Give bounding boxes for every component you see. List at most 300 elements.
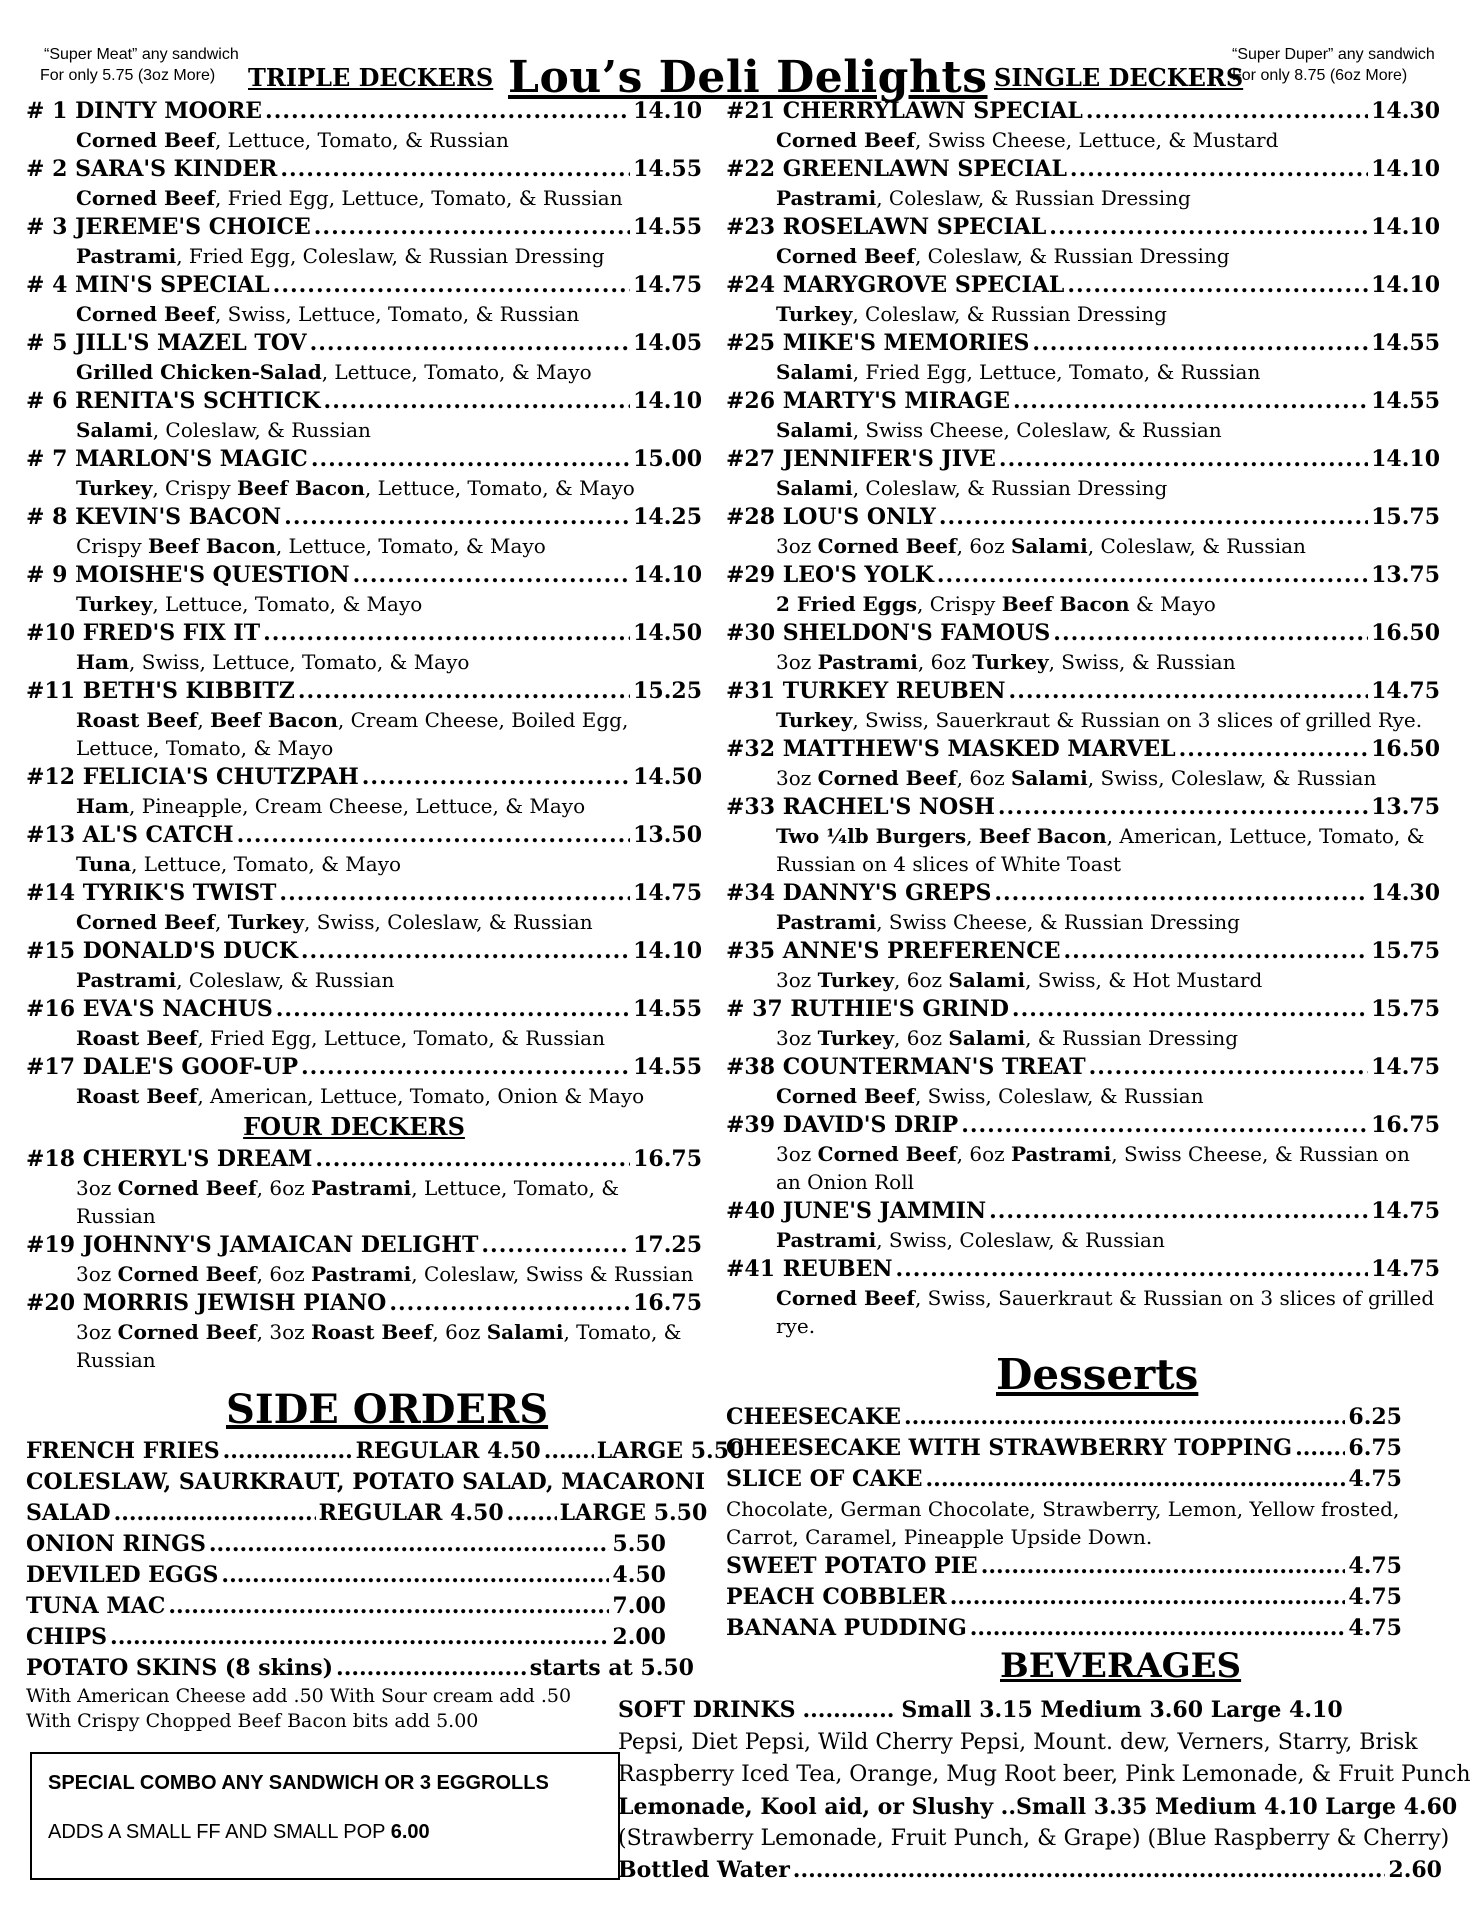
super-meat-note: “Super Meat” any sandwich For only 5.75 (3oz More) <box>40 46 239 84</box>
item-price: 15.75 <box>1371 938 1440 964</box>
leader-dots <box>389 1288 630 1319</box>
item-label <box>26 96 262 126</box>
item-title: CHERRYLAWN SPECIAL <box>782 98 1083 124</box>
ingredient-text: , 6oz <box>956 534 1012 558</box>
ingredient-text: , Coleslaw, & Russian <box>1087 534 1306 558</box>
item-title: JUNE'S JAMMIN <box>782 1198 987 1224</box>
item-description <box>76 1024 702 1052</box>
ingredient-bold: Corned Beef <box>117 1176 257 1200</box>
item-label <box>726 994 1009 1024</box>
item-title: MARLON'S MAGIC <box>75 446 308 472</box>
row-price: 2.00 <box>612 1624 666 1650</box>
item-price: 14.55 <box>1371 388 1440 414</box>
side-item-potato-skins: POTATO SKINS (8 skins) ..... starts at 5.50 <box>26 1653 694 1684</box>
ingredient-bold: Turkey <box>972 650 1049 674</box>
ingredient-text: 3oz <box>776 1026 818 1050</box>
item-number: # 4 <box>26 272 68 298</box>
ingredient-text: , Swiss, Coleslaw, & Russian <box>876 1228 1165 1252</box>
item-title: FELICIA'S CHUTZPAH <box>82 764 359 790</box>
item-price: 14.10 <box>1371 214 1440 240</box>
item-price: 13.75 <box>1371 794 1440 820</box>
lemonade-flavors: (Strawberry Lemonade, Fruit Punch, & Grape) (Blue Raspberry & Cherry) <box>618 1826 1450 1851</box>
ingredient-text: , Swiss Cheese, Coleslaw, & Russian <box>852 418 1222 442</box>
cake-flavors-1: Chocolate, German Chocolate, Strawberry, Lemon, Yellow frosted, <box>726 1497 1400 1521</box>
ingredient-text: 3oz <box>76 1320 118 1344</box>
item-description <box>76 908 702 936</box>
item-description <box>776 1284 1440 1340</box>
item-number: #31 <box>726 678 776 704</box>
item-title: MARYGROVE SPECIAL <box>782 272 1065 298</box>
ingredient-bold: Turkey <box>776 302 853 326</box>
item-label <box>726 1254 892 1284</box>
item-number: #20 <box>26 1290 76 1316</box>
skins-addon-2: With Crispy Chopped Beef Bacon bits add 5.00 <box>26 1710 479 1732</box>
ingredient-text: , Coleslaw, & Russian Dressing <box>876 186 1191 210</box>
item-label <box>726 936 1061 966</box>
item-number: #26 <box>726 388 776 414</box>
ingredient-bold: Salami <box>948 1026 1026 1050</box>
ingredient-bold: Salami <box>76 418 153 442</box>
ingredient-text: , 6oz <box>894 968 949 992</box>
row-name: TUNA MAC <box>26 1593 166 1619</box>
ingredient-text: , Cream Cheese, Boiled Egg, Lettuce, Tomato, & Mayo <box>76 708 629 760</box>
item-description <box>776 1082 1440 1110</box>
ingredient-text: , Swiss, & Hot Mustard <box>1025 968 1263 992</box>
dessert-item <box>726 1551 1402 1582</box>
item-label <box>26 502 281 532</box>
item-title: JILL'S MAZEL TOV <box>75 330 307 356</box>
leader-dots <box>168 1591 609 1622</box>
item-number: # 1 <box>26 98 68 124</box>
ingredient-bold: Corned Beef <box>117 1262 257 1286</box>
ingredient-text: , Coleslaw, & Russian Dressing <box>852 476 1168 500</box>
item-description <box>776 1140 1440 1196</box>
ingredient-bold: Salami <box>776 418 853 442</box>
item-number: #17 <box>26 1054 76 1080</box>
item-number: #14 <box>26 880 76 906</box>
four-deckers-heading: FOUR DECKERS <box>243 1112 465 1141</box>
row-price: 4.75 <box>1348 1553 1402 1579</box>
item-number: # 5 <box>26 330 68 356</box>
leader-dots <box>279 878 630 909</box>
ingredient-bold: Corned Beef <box>76 128 215 152</box>
item-number: #10 <box>26 620 76 646</box>
row-price: 5.50 <box>612 1531 666 1557</box>
item-price: 14.55 <box>1371 330 1440 356</box>
item-label <box>726 878 991 908</box>
item-number: #33 <box>726 794 776 820</box>
item-label <box>26 1052 298 1082</box>
row-name: SLICE OF CAKE <box>726 1466 923 1492</box>
item-description <box>776 126 1440 154</box>
item-price: 16.50 <box>1371 620 1440 646</box>
item-title: TURKEY REUBEN <box>782 678 1006 704</box>
ingredient-text: , 6oz <box>917 650 973 674</box>
row-price: 6.75 <box>1348 1435 1402 1461</box>
item-number: #27 <box>726 446 776 472</box>
item-price: 17.25 <box>633 1232 702 1258</box>
item-price: 14.25 <box>633 504 702 530</box>
item-title: LOU'S ONLY <box>782 504 936 530</box>
item-label <box>726 676 1006 706</box>
item-number: #35 <box>726 938 776 964</box>
ingredient-bold: Pastrami <box>776 1228 877 1252</box>
side-item-french-fries: FRENCH FRIES ..... REGULAR 4.50 ..... LARGE 5.50 <box>26 1436 690 1467</box>
item-label <box>726 154 1067 184</box>
ingredient-bold: Beef Bacon <box>978 824 1107 848</box>
item-number: # 3 <box>26 214 68 240</box>
side-item-salad: SALAD ..... REGULAR 4.50 ..... LARGE 5.50 <box>26 1498 690 1529</box>
item-label <box>726 560 934 590</box>
ingredient-text: , Lettuce, Tomato, & Mayo <box>131 852 402 876</box>
item-description <box>76 792 702 820</box>
item-price: 14.50 <box>633 620 702 646</box>
item-label <box>726 96 1083 126</box>
item-label <box>726 212 1046 242</box>
ingredient-text: , American, Lettuce, Tomato, & Russian on 4 slices of White Toast <box>776 824 1425 876</box>
item-description <box>776 242 1440 270</box>
item-price: 16.75 <box>1371 1112 1440 1138</box>
item-number: #16 <box>26 996 76 1022</box>
item-description <box>776 1024 1440 1052</box>
ingredient-text: , Fried Egg, Lettuce, Tomato, & Russian <box>852 360 1261 384</box>
item-description <box>76 706 702 762</box>
ingredient-text: , Pineapple, Cream Cheese, Lettuce, & Mayo <box>129 794 586 818</box>
soft-drinks-row: SOFT DRINKS ............ Small 3.15 Medium 3.60 Large 4.10 <box>618 1697 1343 1723</box>
leader-dots <box>301 1052 630 1083</box>
ingredient-text: Crispy <box>76 534 148 558</box>
ingredient-text: 3oz <box>776 1142 818 1166</box>
leader-dots <box>950 1582 1346 1613</box>
item-price: 14.55 <box>633 214 702 240</box>
row-price: 4.75 <box>1348 1584 1402 1610</box>
leader-dots <box>926 1464 1346 1495</box>
ingredient-bold: Corned Beef <box>76 302 215 326</box>
leader-dots <box>1179 734 1368 765</box>
menu-item <box>726 734 1440 764</box>
ingredient-text: , Lettuce, Tomato, & Russian <box>214 128 509 152</box>
ingredient-text: , 6oz <box>432 1320 487 1344</box>
menu-item <box>726 878 1440 908</box>
ingredient-text: , Lettuce, Tomato, & Mayo <box>275 534 546 558</box>
ingredient-bold: Salami <box>1011 766 1088 790</box>
skins-addon-1: With American Cheese add .50 With Sour cream add .50 <box>26 1685 572 1707</box>
ingredient-bold: Grilled Chicken-Salad <box>76 360 322 384</box>
ingredient-text: , Swiss, Sauerkraut & Russian on 3 slices of grilled Rye. <box>852 708 1423 732</box>
leader-dots <box>276 994 630 1025</box>
leader-dots <box>353 560 631 591</box>
item-description <box>776 822 1440 878</box>
menu-item <box>26 936 702 966</box>
leader-dots <box>209 1529 610 1560</box>
item-title: DANNY'S GREPS <box>782 880 992 906</box>
menu-item <box>726 1254 1440 1284</box>
leader-dots <box>284 502 630 533</box>
ingredient-text: , Swiss Cheese, Lettuce, & Mustard <box>914 128 1279 152</box>
item-description <box>76 300 702 328</box>
item-number: #28 <box>726 504 776 530</box>
combo-title: SPECIAL COMBO ANY SANDWICH OR 3 EGGROLLS <box>48 1772 549 1794</box>
menu-item <box>726 386 1440 416</box>
item-description <box>76 1260 702 1288</box>
ingredient-text: , Swiss Cheese, & Russian on an Onion Roll <box>776 1142 1410 1194</box>
item-description <box>776 300 1440 328</box>
item-label <box>726 792 995 822</box>
ingredient-text: 3oz <box>776 968 818 992</box>
item-title: FRED'S FIX IT <box>82 620 261 646</box>
ingredient-bold: Pastrami <box>76 968 177 992</box>
ingredient-text: 3oz <box>776 534 818 558</box>
item-number: #24 <box>726 272 776 298</box>
side-item <box>26 1529 666 1560</box>
ingredient-bold: Turkey <box>817 968 894 992</box>
item-number: #30 <box>726 620 776 646</box>
ingredient-bold: Turkey <box>776 708 853 732</box>
menu-item <box>26 154 702 184</box>
item-number: #21 <box>726 98 776 124</box>
combo-price: 6.00 <box>390 1821 430 1843</box>
menu-item <box>26 386 702 416</box>
ingredient-bold: Roast Beef <box>76 708 198 732</box>
row-price: 4.75 <box>1348 1466 1402 1492</box>
item-price: 14.55 <box>633 156 702 182</box>
item-label <box>726 734 1176 764</box>
item-title: MIN'S SPECIAL <box>75 272 270 298</box>
item-number: # 8 <box>26 504 68 530</box>
ingredient-text: , 6oz <box>894 1026 949 1050</box>
item-number: #40 <box>726 1198 776 1224</box>
ingredient-text: , <box>197 708 211 732</box>
item-number: #23 <box>726 214 776 240</box>
leader-dots <box>1067 270 1368 301</box>
leader-dots <box>970 1613 1346 1644</box>
item-label <box>26 270 270 300</box>
leader-dots <box>310 328 631 359</box>
item-title: KEVIN'S BACON <box>75 504 282 530</box>
item-description <box>76 242 702 270</box>
leader-dots <box>221 1560 609 1591</box>
item-description <box>76 1174 702 1230</box>
menu-item <box>26 1288 702 1318</box>
page-title: Lou’s Deli Delights <box>508 52 988 103</box>
leader-dots <box>961 1110 1368 1141</box>
menu-item <box>726 444 1440 474</box>
item-description <box>776 184 1440 212</box>
ingredient-bold: 2 Fried Eggs <box>776 592 918 616</box>
item-description <box>776 908 1440 936</box>
leader-dots <box>362 762 630 793</box>
item-price: 16.75 <box>633 1146 702 1172</box>
ingredient-text: , <box>214 910 228 934</box>
item-price: 14.05 <box>633 330 702 356</box>
item-title: MATTHEW'S MASKED MARVEL <box>782 736 1176 762</box>
item-label <box>26 936 298 966</box>
item-price: 16.75 <box>633 1290 702 1316</box>
item-description <box>76 966 702 994</box>
menu-item <box>26 1230 702 1260</box>
ingredient-bold: Roast Beef <box>76 1084 198 1108</box>
ingredient-text: , Swiss, Lettuce, Tomato, & Russian <box>214 302 580 326</box>
dessert-item <box>726 1433 1402 1464</box>
ingredient-bold: Corned Beef <box>776 244 915 268</box>
menu-item <box>26 212 702 242</box>
item-title: JENNIFER'S JIVE <box>782 446 996 472</box>
ingredient-bold: Ham <box>76 794 130 818</box>
item-price: 14.10 <box>633 98 702 124</box>
item-price: 15.75 <box>1371 504 1440 530</box>
ingredient-text: , & Russian Dressing <box>1025 1026 1239 1050</box>
item-price: 13.75 <box>1371 562 1440 588</box>
item-title: ROSELAWN SPECIAL <box>782 214 1047 240</box>
ingredient-text: 3oz <box>76 1176 118 1200</box>
ingredient-text: , Coleslaw, & Russian <box>152 418 371 442</box>
item-price: 14.30 <box>1371 98 1440 124</box>
ingredient-text: , Swiss, Coleslaw, & Russian <box>304 910 593 934</box>
ingredient-text: , Coleslaw, & Russian Dressing <box>852 302 1167 326</box>
item-title: SHELDON'S FAMOUS <box>782 620 1051 646</box>
side-item <box>26 1622 666 1653</box>
ingredient-bold: Corned Beef <box>776 1286 915 1310</box>
side-item-salads-line: COLESLAW, SAURKRAUT, POTATO SALAD, MACARONI <box>26 1469 706 1495</box>
item-title: RACHEL'S NOSH <box>782 794 995 820</box>
item-label <box>726 386 1010 416</box>
leader-dots <box>999 444 1368 475</box>
item-title: DAVID'S DRIP <box>782 1112 959 1138</box>
item-title: AL'S CATCH <box>82 822 234 848</box>
item-title: DINTY MOORE <box>75 98 263 124</box>
menu-item <box>26 560 702 590</box>
menu-item <box>26 502 702 532</box>
item-price: 15.75 <box>1371 996 1440 1022</box>
ingredient-bold: Corned Beef <box>776 128 915 152</box>
item-label <box>26 1230 478 1260</box>
row-price: 6.25 <box>1348 1404 1402 1430</box>
menu-item <box>726 560 1440 590</box>
ingredient-text: , <box>966 824 979 848</box>
ingredient-text: , Swiss, Coleslaw, & Russian <box>1087 766 1377 790</box>
ingredient-text: , Tomato, & Russian <box>76 1320 682 1372</box>
row-name: PEACH COBBLER <box>726 1584 947 1610</box>
dessert-item <box>726 1402 1402 1433</box>
item-label <box>26 328 307 358</box>
item-label <box>726 1052 1086 1082</box>
side-item <box>26 1560 666 1591</box>
item-number: #25 <box>726 330 776 356</box>
item-number: # 2 <box>26 156 68 182</box>
ingredient-text: , Lettuce, Tomato, & Mayo <box>152 592 423 616</box>
item-label <box>26 386 321 416</box>
menu-item <box>726 96 1440 126</box>
row-name: BANANA PUDDING <box>726 1615 967 1641</box>
ingredient-bold: Beef Bacon <box>147 534 276 558</box>
item-description <box>776 474 1440 502</box>
item-label <box>26 1288 386 1318</box>
leader-dots <box>937 560 1368 591</box>
soft-drinks-list-1: Pepsi, Diet Pepsi, Wild Cherry Pepsi, Mount. dew, Verners, Starry, Brisk <box>618 1730 1418 1755</box>
ingredient-bold: Salami <box>776 476 853 500</box>
leader-dots <box>1049 212 1368 243</box>
item-label <box>26 676 295 706</box>
item-price: 14.75 <box>633 272 702 298</box>
lemonade-row: Lemonade, Kool aid, or Slushy ..Small 3.35 Medium 4.10 Large 4.60 <box>618 1794 1458 1820</box>
menu-item <box>726 502 1440 532</box>
ingredient-bold: Pastrami <box>817 650 918 674</box>
item-label <box>26 212 311 242</box>
leader-dots <box>1012 994 1368 1025</box>
leader-dots <box>989 1196 1368 1227</box>
item-number: #12 <box>26 764 76 790</box>
row-name: ONION RINGS <box>26 1531 206 1557</box>
menu-item <box>726 1110 1440 1140</box>
leader-dots <box>1064 936 1369 967</box>
leader-dots <box>1295 1433 1345 1464</box>
item-description <box>76 850 702 878</box>
side-item <box>26 1591 666 1622</box>
item-title: JOHNNY'S JAMAICAN DELIGHT <box>82 1232 479 1258</box>
ingredient-bold: Corned Beef <box>117 1320 257 1344</box>
item-price: 14.50 <box>633 764 702 790</box>
ingredient-text: , Fried Egg, Coleslaw, & Russian Dressing <box>176 244 605 268</box>
ingredient-text: , Fried Egg, Lettuce, Tomato, & Russian <box>197 1026 605 1050</box>
item-label <box>26 820 234 850</box>
desserts-list <box>726 1402 1402 1644</box>
item-label <box>26 444 308 474</box>
ingredient-bold: Corned Beef <box>817 766 957 790</box>
menu-item <box>726 270 1440 300</box>
soft-drinks-list-2: Raspberry Iced Tea, Orange, Mug Root beer, Pink Lemonade, & Fruit Punch <box>618 1762 1471 1787</box>
ingredient-text: , Swiss, Coleslaw, & Russian <box>914 1084 1204 1108</box>
ingredient-bold: Beef Bacon <box>1001 592 1130 616</box>
leader-dots <box>939 502 1368 533</box>
menu-item <box>26 820 702 850</box>
combo-details: ADDS A SMALL FF AND SMALL POP 6.00 <box>48 1821 430 1843</box>
leader-dots <box>280 154 630 185</box>
item-label <box>726 618 1050 648</box>
ingredient-bold: Pastrami <box>776 910 877 934</box>
ingredient-bold: Tuna <box>76 852 132 876</box>
item-price: 15.00 <box>633 446 702 472</box>
leader-dots <box>1032 328 1368 359</box>
ingredient-text: , Coleslaw, & Russian Dressing <box>914 244 1230 268</box>
leader-dots <box>324 386 631 417</box>
item-description <box>776 706 1440 734</box>
item-number: #39 <box>726 1112 776 1138</box>
leader-dots <box>981 1551 1346 1582</box>
item-description <box>76 474 702 502</box>
desserts-heading: Desserts <box>996 1350 1199 1399</box>
item-title: CHERYL'S DREAM <box>82 1146 313 1172</box>
row-price: 4.75 <box>1348 1615 1402 1641</box>
ingredient-bold: Salami <box>1011 534 1088 558</box>
item-description <box>76 532 702 560</box>
dessert-item <box>726 1464 1402 1495</box>
item-number: #41 <box>726 1256 776 1282</box>
item-title: EVA'S NACHUS <box>82 996 273 1022</box>
ingredient-text: , American, Lettuce, Tomato, Onion & Mayo <box>197 1084 645 1108</box>
item-title: COUNTERMAN'S TREAT <box>782 1054 1086 1080</box>
ingredient-text: , 6oz <box>256 1176 312 1200</box>
ingredient-text: , Coleslaw, Swiss & Russian <box>411 1262 694 1286</box>
ingredient-text: , Swiss, Sauerkraut & Russian on 3 slices of grilled rye. <box>776 1286 1435 1338</box>
item-title: MARTY'S MIRAGE <box>782 388 1010 414</box>
ingredient-bold: Corned Beef <box>817 534 957 558</box>
ingredient-bold: Pastrami <box>776 186 877 210</box>
leader-dots <box>1089 1052 1369 1083</box>
item-price: 14.75 <box>1371 678 1440 704</box>
item-label <box>26 618 260 648</box>
ingredient-bold: Corned Beef <box>76 910 215 934</box>
item-description <box>76 416 702 444</box>
